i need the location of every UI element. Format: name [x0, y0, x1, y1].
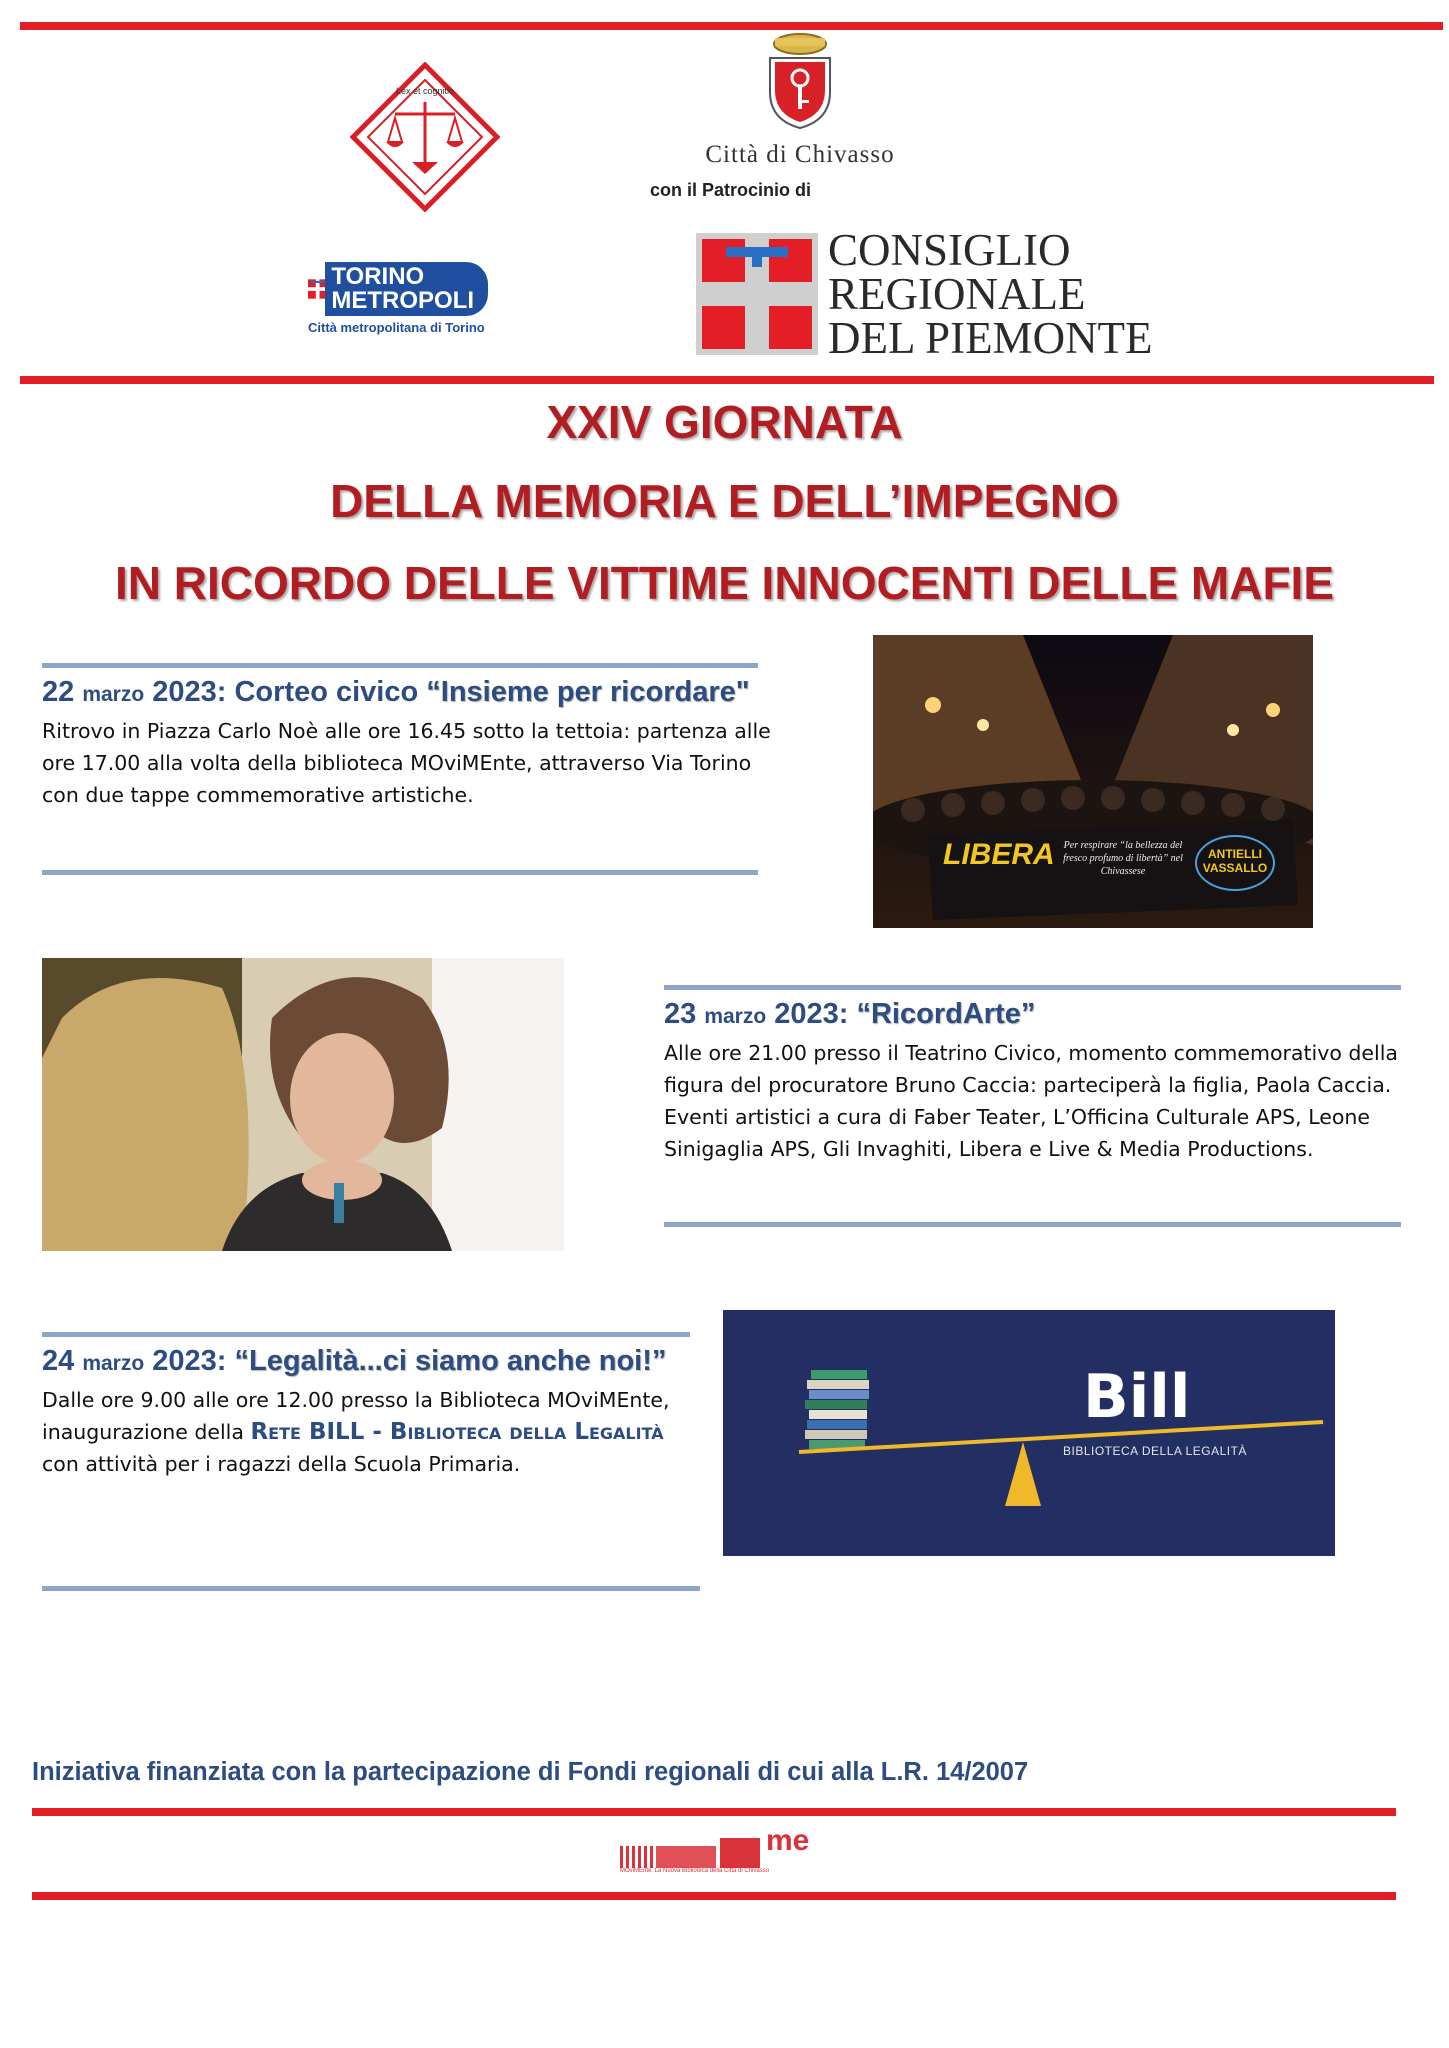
event2-bottom-rule [664, 1222, 1401, 1227]
meme-caption: MOviMEnte. La Nuova Biblioteca della Città di Chivasso [620, 1868, 770, 1874]
event2-body-1: Alle ore 21.00 presso il Teatrino Civico, momento commemorativo della figura del procuratore Bruno Caccia: parteciperà la figlia, Paola Caccia. [664, 1041, 1398, 1097]
top-red-rule [20, 22, 1443, 30]
event3-heading: 24 marzo 2023: “Legalità...ci siamo anche noi!” [42, 1345, 667, 1377]
meme-mark: me [766, 1824, 810, 1857]
event3-bottom-rule [42, 1586, 700, 1591]
bill-biblioteca-legalita-banner [723, 1310, 1335, 1556]
consiglio-word: CONSIGLIO [828, 225, 1071, 275]
scales-of-justice-icon [350, 62, 500, 212]
banner-slogan: Per respirare “la bellezza del fresco profumo di libertà” nel Chivassese [1063, 840, 1183, 877]
metropoli-word: METROPOLI [331, 287, 474, 314]
header-red-rule [20, 376, 1434, 384]
event3-body: Dalle ore 9.00 alle ore 12.00 presso la Biblioteca MOviMEnte, inaugurazione della Rete BILL - Biblioteca della Legalità con attività per i ragazzi della Scuola Primaria. [42, 1388, 670, 1476]
regionale-word: REGIONALE [828, 269, 1086, 319]
event1-bottom-rule [42, 870, 758, 875]
event-23-march [664, 996, 1404, 1165]
banner-badge: ANTIELLI VASSALLO [1195, 835, 1275, 891]
torino-subtitle: Città metropolitana di Torino [308, 320, 485, 335]
torino-metropoli-logo [308, 262, 488, 335]
torino-word: TORINO [331, 263, 425, 290]
event-24-march [42, 1343, 692, 1480]
paola-caccia-portrait [42, 958, 564, 1251]
footer-red-rule-1 [32, 1808, 1396, 1816]
bill-title: Bill [1083, 1362, 1191, 1432]
rete-bill-link-text: Rete BILL - Biblioteca della Legalità [250, 1419, 664, 1445]
event1-heading: 22 marzo 2023: Corteo civico “Insieme per ricordare" [42, 676, 750, 708]
event3-top-rule [42, 1332, 690, 1337]
university-motto: Lex et cognitio [395, 86, 455, 96]
balance-books-icon [723, 1310, 1335, 1556]
consiglio-regionale-logo [696, 225, 1153, 363]
event1-body: Ritrovo in Piazza Carlo Noè alle ore 16.45 sotto la tettoia: partenza alle ore 17.00 alla volta della biblioteca MOviMEnte, attraverso Via Torino con due tappe commemorative artistiche. [42, 719, 771, 807]
night-march-photo [873, 635, 1313, 928]
title-line-2: DELLA MEMORIA E DELL’IMPEGNO [330, 475, 1119, 527]
event1-top-rule [42, 663, 758, 668]
event2-heading: 23 marzo 2023: “RicordArte” [664, 998, 1036, 1030]
title-line-3: IN RICORDO DELLE VITTIME INNOCENTI DELLE MAFIE [115, 557, 1334, 609]
chivasso-crest-icon [765, 30, 835, 130]
university-legality-logo [350, 62, 500, 212]
event2-top-rule [664, 985, 1401, 990]
patrocinio-label: con il Patrocinio di [650, 180, 812, 200]
funding-note: Iniziativa finanziata con la partecipazione di Fondi regionali di cui alla L.R. 14/2007 [32, 1758, 1029, 1786]
event2-body-2: Eventi artistici a cura di Faber Teater, L’Officina Culturale APS, Leone Sinigaglia APS, Gli Invaghiti, Libera e Live & Media Productions. [664, 1105, 1371, 1161]
bill-subtitle: BIBLIOTECA DELLA LEGALITÀ [1063, 1444, 1247, 1458]
consiglio-cross-icon [696, 233, 818, 355]
movimente-logo [620, 1824, 812, 1876]
event-22-march [42, 674, 771, 811]
piemonte-word: DEL PIEMONTE [828, 313, 1153, 363]
citta-di-chivasso-logo [680, 30, 920, 169]
title-line-1: XXIV GIORNATA [546, 396, 903, 448]
city-name: Città di Chivasso [705, 141, 895, 168]
footer-red-rule-2 [32, 1892, 1396, 1900]
libera-banner-text: LIBERA [943, 838, 1055, 871]
